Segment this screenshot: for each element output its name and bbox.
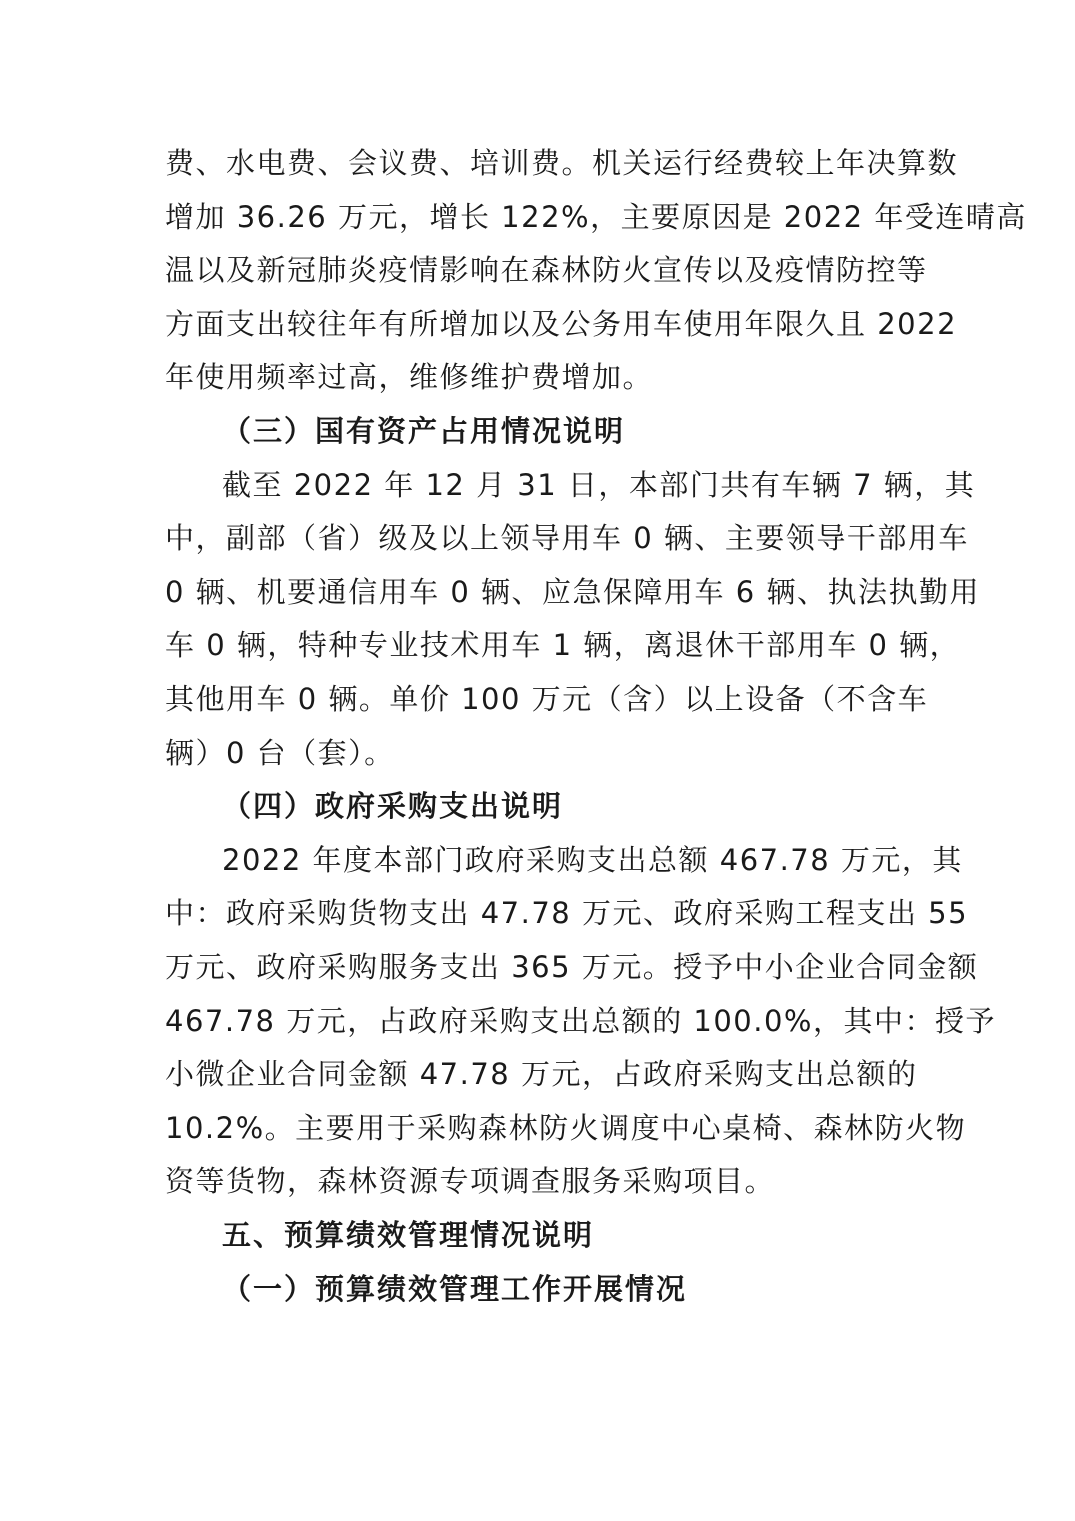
paragraph-line: 温以及新冠肺炎疫情影响在森林防火宣传以及疫情防控等	[165, 253, 928, 287]
paragraph-line: 2022 年度本部门政府采购支出总额 467.78 万元，其	[222, 843, 963, 877]
paragraph-line: 10.2%。主要用于采购森林防火调度中心桌椅、森林防火物	[165, 1111, 967, 1145]
section-heading-procurement: （四）政府采购支出说明	[222, 789, 564, 823]
paragraph-line: 年使用频率过高，维修维护费增加。	[165, 360, 654, 394]
paragraph-line: 资等货物，森林资源专项调查服务采购项目。	[165, 1164, 776, 1198]
paragraph-line: 方面支出较往年有所增加以及公务用车使用年限久且 2022	[165, 307, 958, 341]
paragraph-line: 467.78 万元，占政府采购支出总额的 100.0%，其中：授予	[165, 1004, 996, 1038]
paragraph-line: 车 0 辆，特种专业技术用车 1 辆，离退休干部用车 0 辆，	[165, 628, 961, 662]
section-heading-assets: （三）国有资产占用情况说明	[222, 414, 626, 448]
subsection-heading-performance-work: （一）预算绩效管理工作开展情况	[222, 1272, 688, 1306]
paragraph-line: 截至 2022 年 12 月 31 日，本部门共有车辆 7 辆，其	[222, 468, 976, 502]
paragraph-line: 万元、政府采购服务支出 365 万元。授予中小企业合同金额	[165, 950, 979, 984]
paragraph-line: 中：政府采购货物支出 47.78 万元、政府采购工程支出 55	[165, 896, 969, 930]
paragraph-line: 增加 36.26 万元，增长 122%，主要原因是 2022 年受连晴高	[165, 200, 1027, 234]
paragraph-line: 其他用车 0 辆。单价 100 万元（含）以上设备（不含车	[165, 682, 929, 716]
paragraph-line: 小微企业合同金额 47.78 万元，占政府采购支出总额的	[165, 1057, 918, 1091]
section-heading-performance: 五、预算绩效管理情况说明	[222, 1218, 595, 1252]
paragraph-line: 中，副部（省）级及以上领导用车 0 辆、主要领导干部用车	[165, 521, 969, 555]
paragraph-line: 0 辆、机要通信用车 0 辆、应急保障用车 6 辆、执法执勤用	[165, 575, 980, 609]
paragraph-line: 费、水电费、会议费、培训费。机关运行经费较上年决算数	[165, 146, 959, 180]
paragraph-line: 辆）0 台（套）。	[165, 736, 395, 770]
